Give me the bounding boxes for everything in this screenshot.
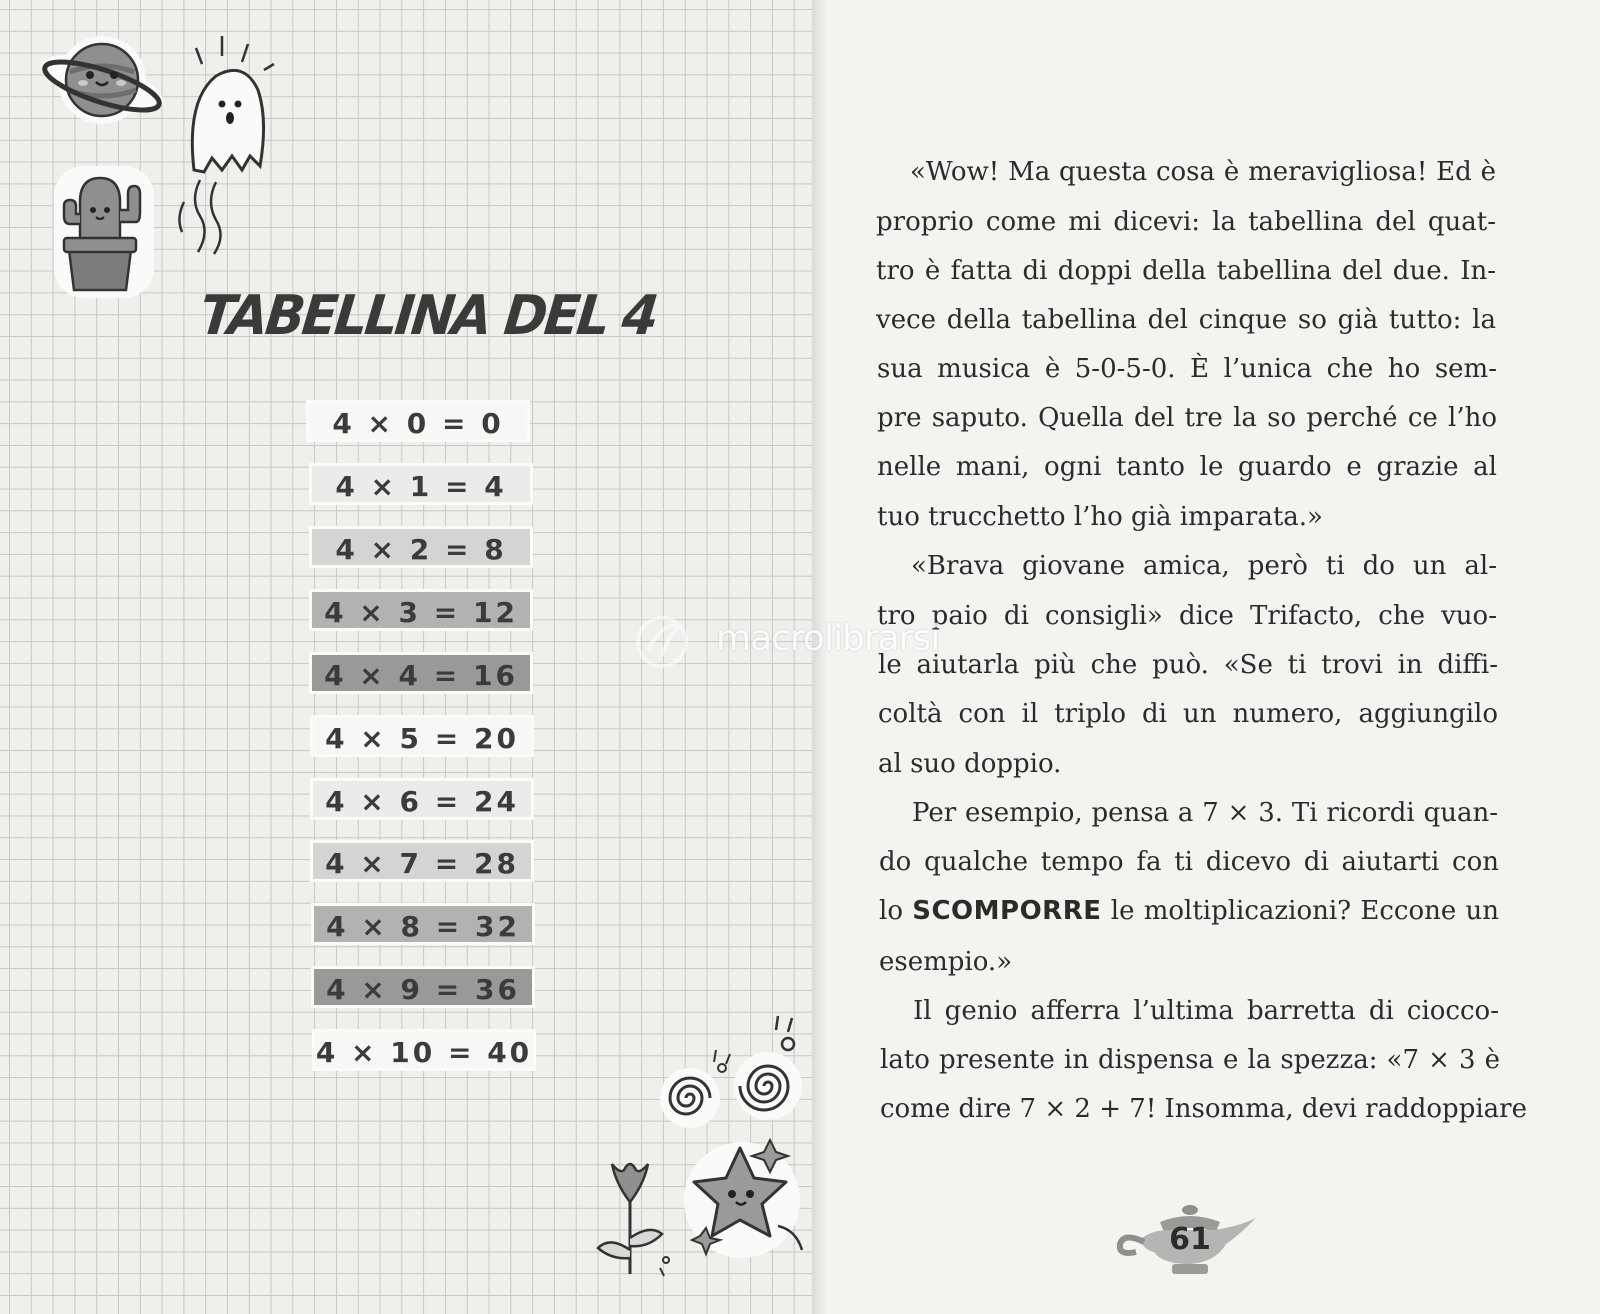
- times-row: [309, 463, 533, 505]
- times-row: [311, 903, 535, 945]
- times-row: [309, 589, 533, 631]
- page-number: 61: [1169, 1222, 1211, 1257]
- right-page: [826, 0, 1600, 1314]
- text-line: esempio.»: [879, 947, 1013, 977]
- times-row: [309, 652, 533, 694]
- times-row-text: 4 × 1 = 4: [335, 470, 507, 503]
- text-line: Il genio afferra l’ultima barretta di ciocco-: [913, 996, 1499, 1026]
- text-line: proprio come mi dicevi: la tabellina del quat-: [876, 207, 1496, 237]
- times-row: [309, 526, 533, 568]
- times-row: [306, 400, 530, 442]
- times-row-text: 4 × 2 = 8: [335, 533, 507, 566]
- times-row: [310, 840, 534, 882]
- times-row-text: 4 × 9 = 36: [326, 973, 520, 1006]
- text-line: «Wow! Ma questa cosa è meravigliosa! Ed è: [910, 157, 1496, 187]
- ghost-icon: [164, 30, 284, 260]
- text-line: vece della tabellina del cinque so già tutto: la: [876, 305, 1496, 335]
- watermark-logo-icon: [632, 612, 712, 672]
- watermark: macrolibrarsi: [716, 618, 940, 659]
- text-line: coltà con il triplo di un numero, aggiungilo: [878, 699, 1498, 729]
- text-line: pre saputo. Quella del tre la so perché ce l’ho: [877, 403, 1497, 433]
- times-row: [310, 778, 534, 820]
- text-line: tro paio di consigli» dice Trifacto, che vuo-: [877, 601, 1497, 631]
- text-line: sua musica è 5-0-5-0. È l’unica che ho sem-: [877, 354, 1497, 384]
- text-fragment: le moltiplicazioni? Eccone un: [1110, 896, 1500, 926]
- text-line: nelle mani, ogni tanto le guardo e grazie al: [877, 452, 1497, 482]
- spiral-icon: [660, 1010, 810, 1140]
- times-row: [312, 1029, 536, 1071]
- text-fragment: lo: [879, 896, 903, 926]
- times-row-text: 4 × 6 = 24: [325, 785, 519, 818]
- table-title: TABELLINA DEL 4: [196, 284, 659, 348]
- cactus-icon: [50, 162, 158, 302]
- times-row-text: 4 × 0 = 0: [332, 407, 504, 440]
- text-line: do qualche tempo fa ti dicevo di aiutarti con: [879, 847, 1499, 877]
- text-line: tuo trucchetto l’ho già imparata.»: [877, 502, 1323, 532]
- text-line: le aiutarla più che può. «Se ti trovi in diffi-: [878, 650, 1498, 680]
- star-icon: [680, 1130, 810, 1260]
- times-row: [310, 715, 534, 757]
- times-row-text: 4 × 4 = 16: [324, 659, 518, 692]
- text-line: Per esempio, pensa a 7 × 3. Ti ricordi quan-: [912, 798, 1498, 828]
- text-line: tro è fatta di doppi della tabellina del due. In-: [876, 256, 1496, 286]
- text-line: come dire 7 × 2 + 7! Insomma, devi raddoppiare: [880, 1094, 1527, 1124]
- text-line: «Brava giovane amica, però ti do un al-: [911, 551, 1497, 581]
- times-row: [311, 966, 535, 1008]
- planet-icon: [34, 30, 170, 132]
- text-line-mixed: [879, 886, 1499, 936]
- text-line: al suo doppio.: [878, 749, 1062, 779]
- times-row-text: 4 × 3 = 12: [324, 596, 518, 629]
- times-row-text: 4 × 7 = 28: [325, 847, 519, 880]
- times-row-text: 4 × 10 = 40: [315, 1036, 533, 1069]
- keyword-scomporre: SCOMPORRE: [912, 896, 1102, 926]
- text-line: lato presente in dispensa e la spezza: «7 × 3 è: [880, 1045, 1500, 1075]
- times-row-text: 4 × 5 = 20: [325, 722, 519, 755]
- times-row-text: 4 × 8 = 32: [326, 910, 520, 943]
- flower-icon: [590, 1150, 670, 1280]
